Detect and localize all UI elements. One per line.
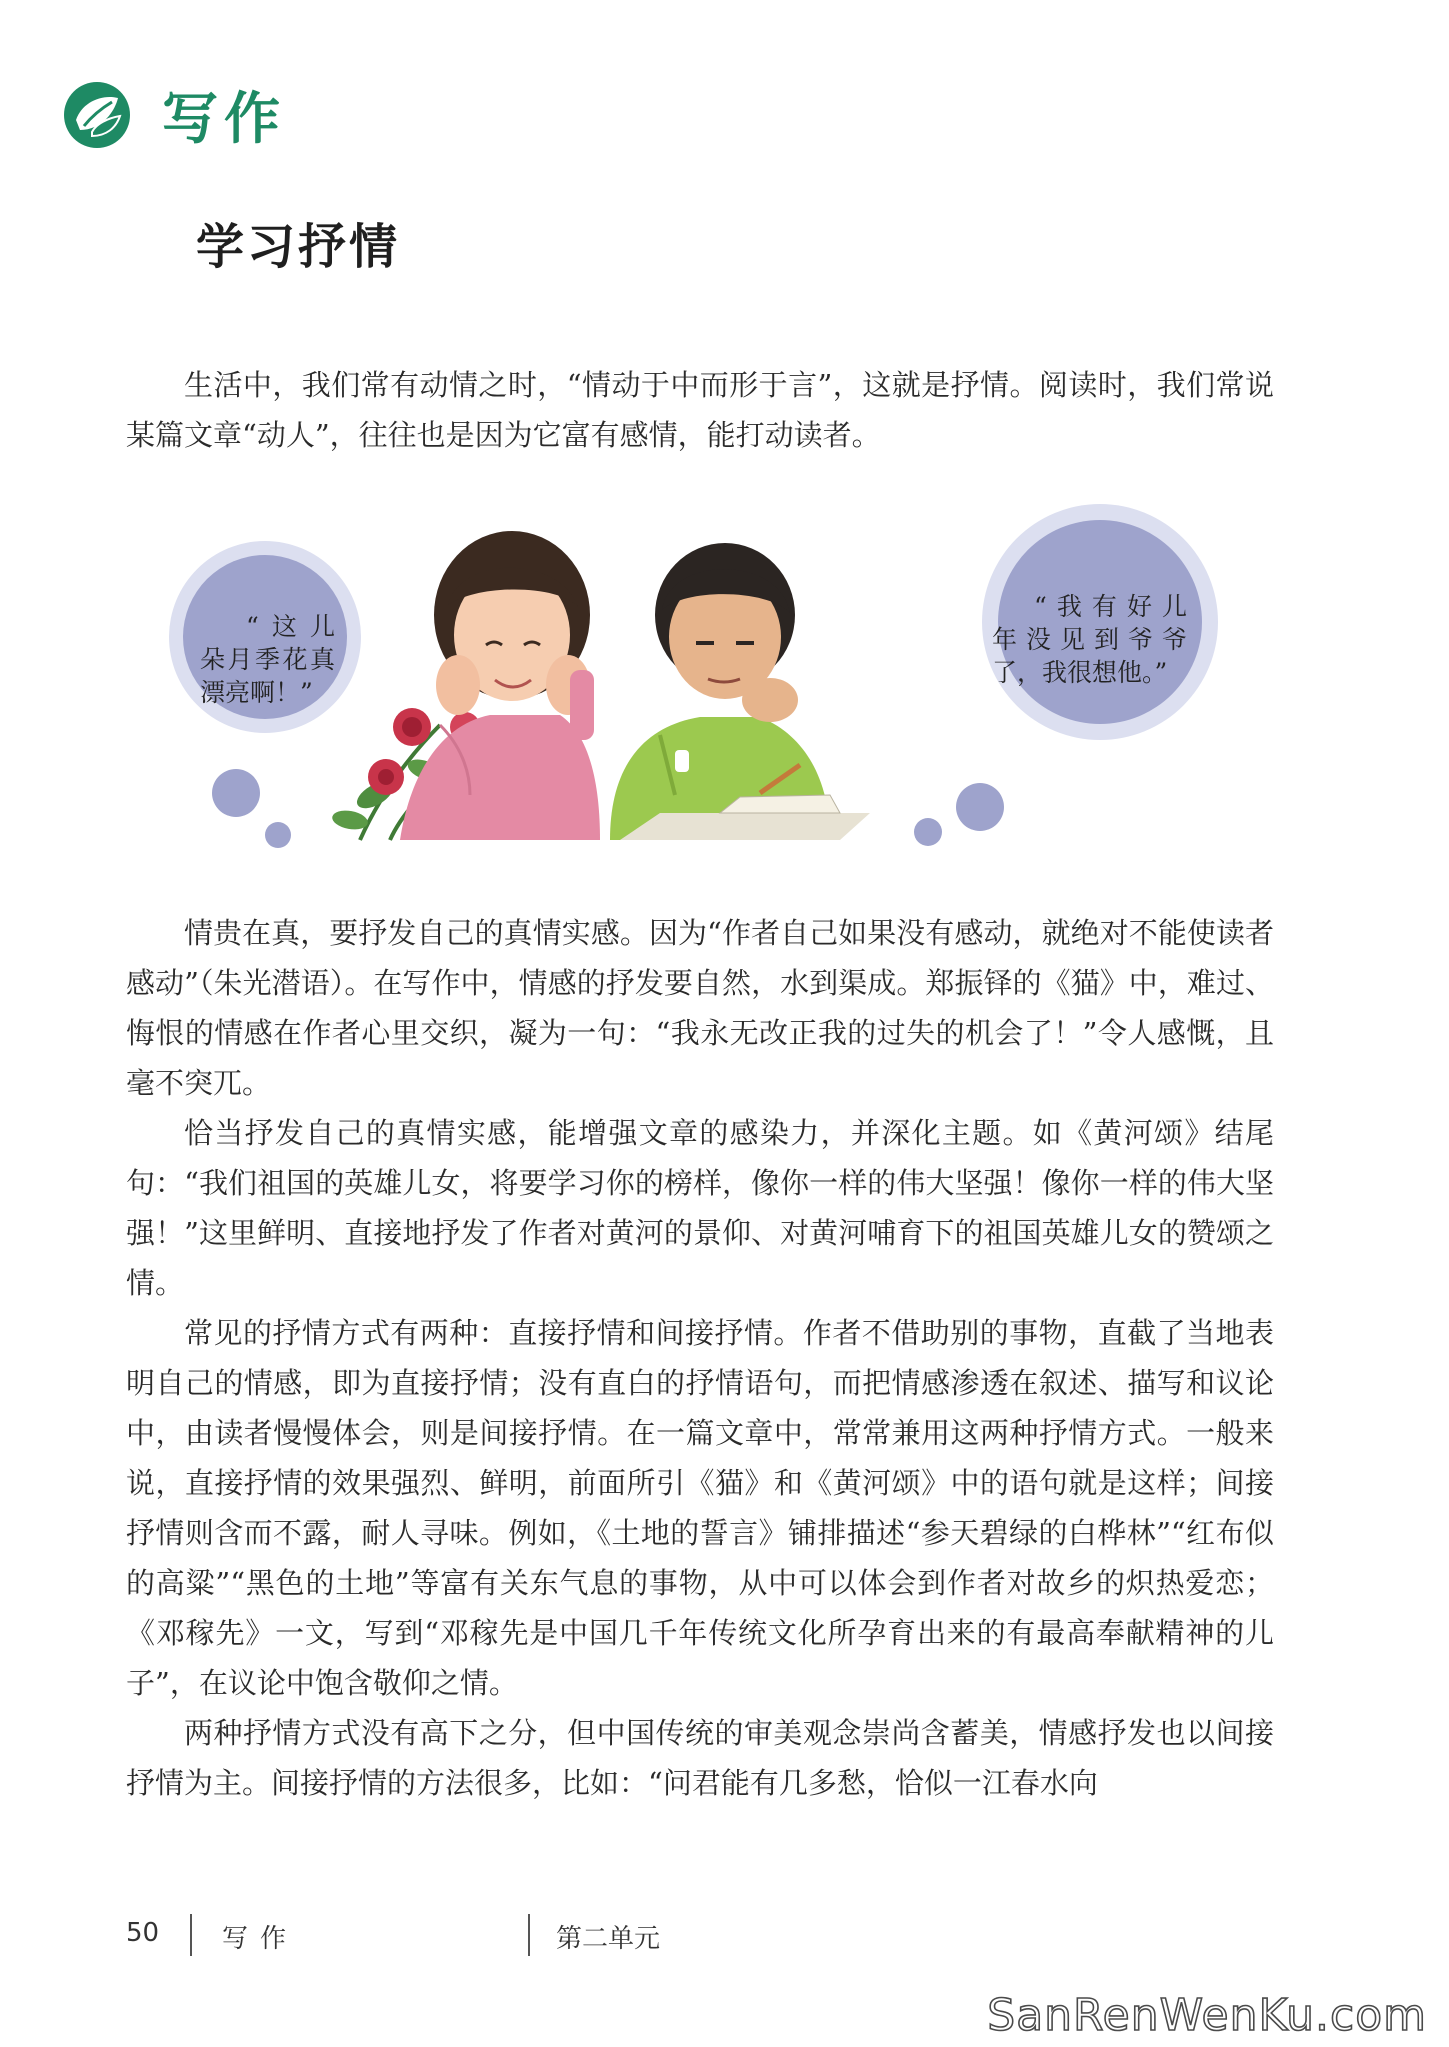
footer-divider [190,1914,192,1956]
leaf-circle-icon [62,80,132,150]
intro-paragraph: 生活中，我们常有动情之时，“情动于中而形于言”，这就是抒情。阅读时，我们常说某篇文章“动人”，往往也是因为它富有感情，能打动读者。 [126,368,1274,452]
footer-section-label: 写作 [222,1924,299,1954]
page-number: 50 [126,1918,160,1948]
left-bubble-line-1: “这儿 [246,612,335,641]
watermark: SanRenWenKu.com [987,1990,1427,2041]
right-bubble-line-3: 了，我很想他。” [992,658,1168,687]
body-paragraph: 情贵在真，要抒发自己的真情实感。因为“作者自己如果没有感动，就绝对不能使读者感动”（朱光潜语）。在写作中，情感的抒发要自然，水到渠成。郑振铎的《猫》中，难过、悔恨的情感在作者心里交织，凝为一句：“我永无改正我的过失的机会了！”令人感慨，且毫不突兀。 [126,916,1274,1100]
right-bubble-line-1: “我有好儿 [1034,592,1187,621]
boy-figure [610,543,870,840]
body-paragraph: 常见的抒情方式有两种：直接抒情和间接抒情。作者不借助别的事物，直截了当地表明自己的情感，即为直接抒情；没有直白的抒情语句，而把情感渗透在叙述、描写和议论中，由读者慢慢体会，则是间接抒情。在一篇文章中，常常兼用这两种抒情方式。一般来说，直接抒情的效果强烈、鲜明，前面所引《猫》和《黄河颂》中的语句就是这样；间接抒情则含而不露，耐人寻味。例如，《土地的誓言》铺排描述“参天碧绿的白桦林”“红布似的高粱”“黑色的土地”等富有关东气息的事物，从中可以体会到作者对故乡的炽热爱恋；《邓稼先》一文，写到“邓稼先是中国几千年传统文化所孕育出来的有最高奉献精神的儿子”，在议论中饱含敬仰之情。 [126,1316,1274,1700]
lesson-title: 学习抒情 [196,219,401,275]
section-title: 写作 [162,87,286,152]
body-paragraph: 恰当抒发自己的真情实感，能增强文章的感染力，并深化主题。如《黄河颂》结尾句：“我们祖国的英雄儿女，将要学习你的榜样，像你一样的伟大坚强！像你一样的伟大坚强！”这里鲜明、直接地抒发了作者对黄河的景仰、对黄河哺育下的祖国英雄儿女的赞颂之情。 [126,1116,1274,1300]
left-bubble-line-3: 漂亮啊！” [200,678,313,707]
section-header [62,70,286,160]
right-bubble-text [992,590,1187,689]
left-bubble-line-2: 朵月季花真 [200,645,335,674]
illustration [140,495,1260,865]
intro-block [126,360,1274,460]
right-bubble-line-2: 年没见到爷爷 [992,625,1187,654]
body-block [126,908,1274,1808]
footer-unit-label: 第二单元 [556,1924,661,1954]
left-bubble-text [200,610,335,709]
footer-divider [528,1914,530,1956]
girl-figure [400,531,600,840]
body-paragraph: 两种抒情方式没有高下之分，但中国传统的审美观念崇尚含蓄美，情感抒发也以间接抒情为主。间接抒情的方法很多，比如：“问君能有几多愁，恰似一江春水向 [126,1716,1274,1800]
